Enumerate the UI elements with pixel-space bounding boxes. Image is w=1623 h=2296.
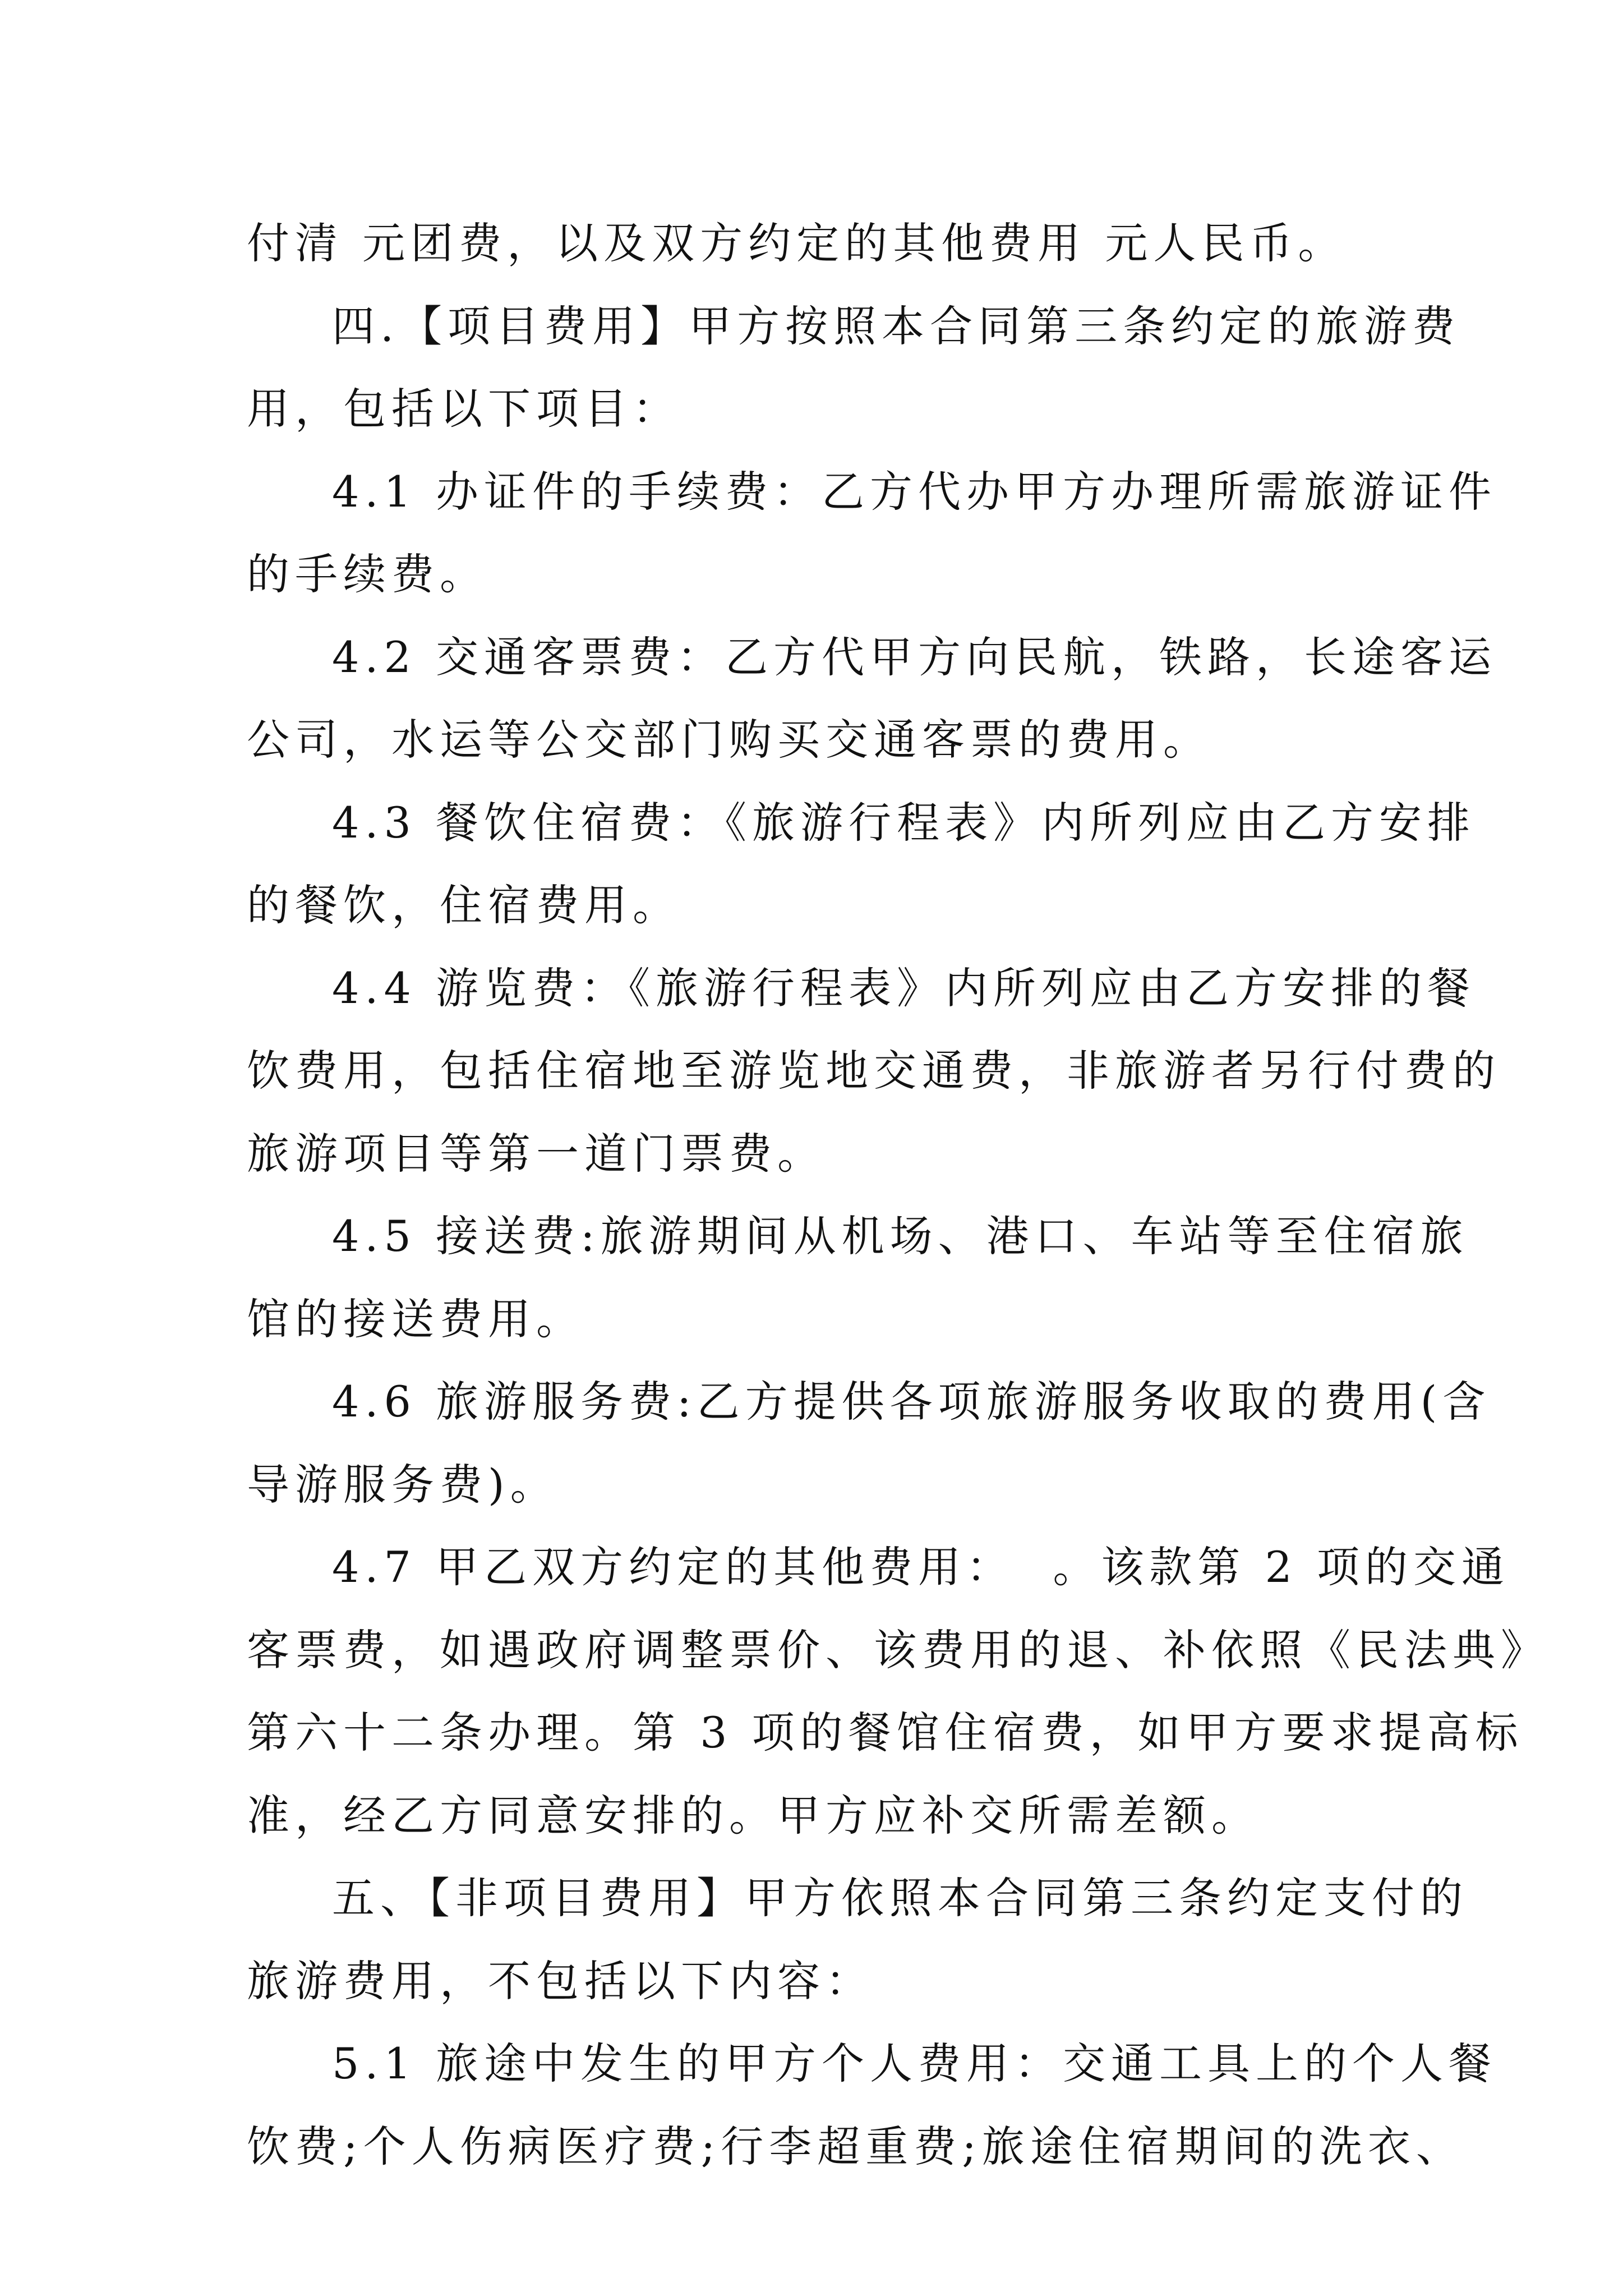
clause-4-1: 4.1 办证件的手续费：乙方代办甲方办理所需旅游证件 xyxy=(332,466,1497,517)
clause-4-2: 4.2 交通客票费：乙方代甲方向民航，铁路，长途客运 xyxy=(332,632,1497,682)
section-heading-non-project-fees: 五、【非项目费用】甲方依照本合同第三条约定支付的 xyxy=(332,1873,1468,1923)
clause-4-3: 4.3 餐饮住宿费：《旅游行程表》内所列应由乙方安排 xyxy=(332,797,1476,848)
text-line: 用，包括以下项目： xyxy=(247,384,681,434)
clause-4-4: 4.4 游览费：《旅游行程表》内所列应由乙方安排的餐 xyxy=(332,963,1476,1013)
section-heading-project-fees: 四.【项目费用】甲方按照本合同第三条约定的旅游费 xyxy=(332,301,1461,351)
text-line: 第六十二条办理。第 3 项的餐馆住宿费，如甲方要求提高标 xyxy=(247,1708,1524,1757)
text-line: 导游服务费)。 xyxy=(247,1459,559,1510)
clause-5-1: 5.1 旅途中发生的甲方个人费用：交通工具上的个人餐 xyxy=(332,2039,1497,2088)
text-line: 旅游费用，不包括以下内容： xyxy=(247,1955,874,2006)
clause-4-6: 4.6 旅游服务费:乙方提供各项旅游服务收取的费用(含 xyxy=(332,1377,1491,1427)
text-line: 公司，水运等公交部门购买交通客票的费用。 xyxy=(247,715,1211,765)
clause-4-5: 4.5 接送费:旅游期间从机场、港口、车站等至住宿旅 xyxy=(332,1211,1469,1261)
text-line: 付清 元团费，以及双方约定的其他费用 元人民币。 xyxy=(247,218,1347,268)
text-line: 馆的接送费用。 xyxy=(247,1294,584,1344)
text-line: 的手续费。 xyxy=(247,549,488,599)
text-line: 饮费用，包括住宿地至游览地交通费，非旅游者另行付费的 xyxy=(247,1046,1501,1096)
text-line: 的餐饮，住宿费用。 xyxy=(247,880,681,930)
text-line: 饮费;个人伤病医疗费;行李超重费;旅途住宿期间的洗衣、 xyxy=(247,2121,1464,2171)
document-body xyxy=(247,202,1549,2188)
clause-4-7: 4.7 甲乙双方约定的其他费用： 。该款第 2 项的交通 xyxy=(332,1542,1510,1592)
text-line: 客票费，如遇政府调整票价、该费用的退、补依照《民法典》 xyxy=(247,1625,1549,1675)
text-line: 准，经乙方同意安排的。甲方应补交所需差额。 xyxy=(247,1790,1260,1841)
text-line: 旅游项目等第一道门票费。 xyxy=(247,1128,826,1179)
